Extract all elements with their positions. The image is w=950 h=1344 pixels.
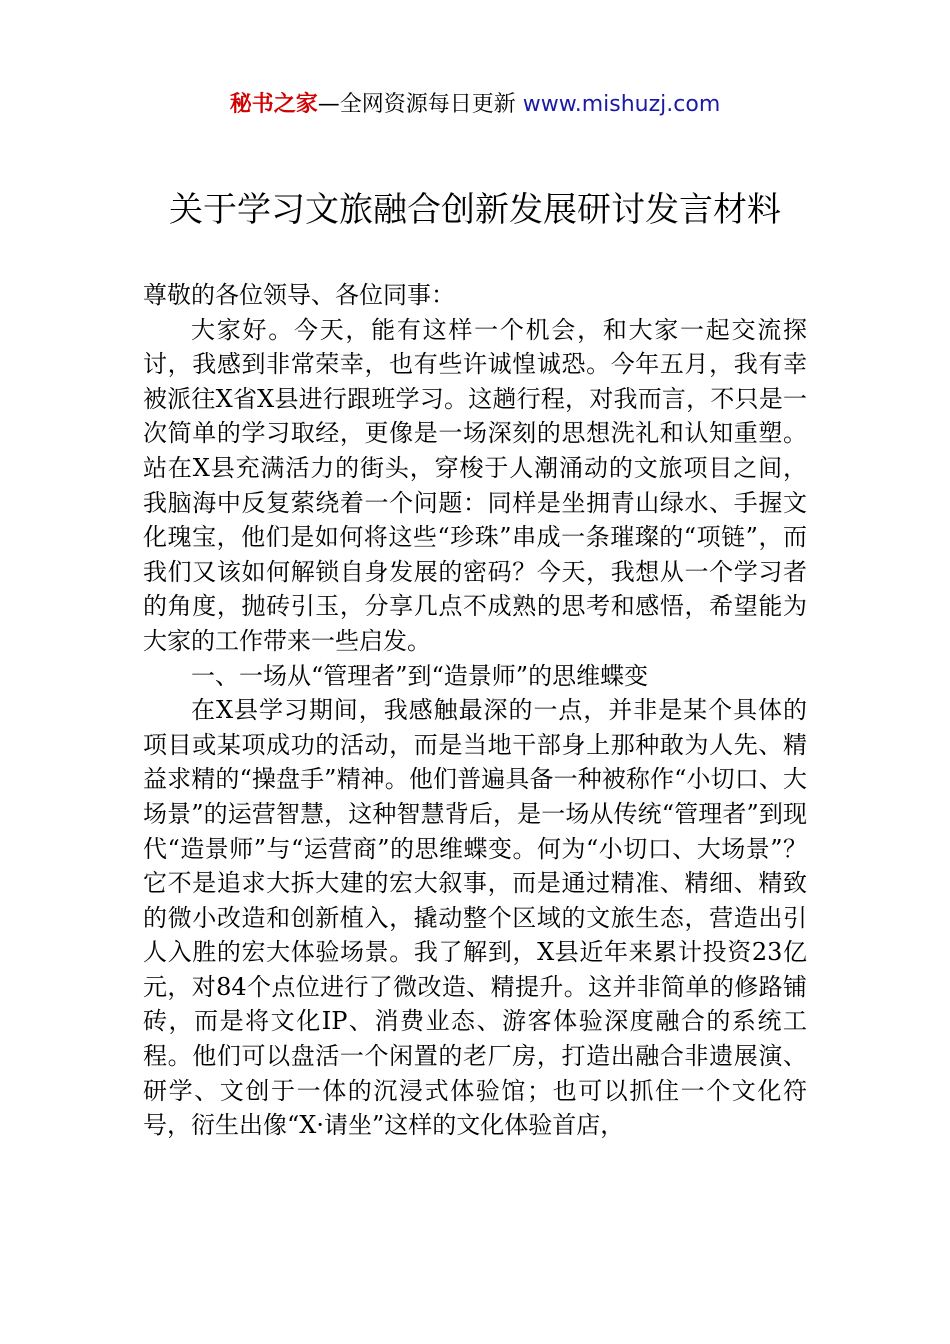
salutation: 尊敬的各位领导、各位同事：	[143, 281, 455, 309]
document-title: 关于学习文旅融合创新发展研讨发言材料	[169, 190, 781, 230]
site-brand: 秘书之家	[229, 92, 318, 117]
paragraph-intro: 大家好。今天，能有这样一个机会，和大家一起交流探讨，我感到非常荣幸，也有些许诚惶诚恐。今年五月，我有幸被派往X省X县进行跟班学习。这趟行程，对我而言，不只是一次简单的学习取经，更像是一场深刻的思想洗礼和认知重塑。站在X县充满活力的街头，穿梭于人潮涌动的文旅项目之间，我脑海中反复萦绕着一个问题：同样是坐拥青山绿水、手握文化瑰宝，他们是如何将这些“珍珠”串成一条璀璨的“项链”，而我们又该如何解锁自身发展的密码？今天，我想从一个学习者的角度，抛砖引玉，分享几点不成熟的思考和感悟，希望能为大家的工作带来一些启发。	[143, 315, 807, 655]
document-body	[143, 278, 807, 1143]
site-tagline: —全网资源每日更新	[317, 92, 523, 117]
section-heading: 一、一场从“管理者”到“造景师”的思维蝶变	[191, 661, 649, 690]
paragraph-section-one: 在X县学习期间，我感触最深的一点，并非是某个具体的项目或某项成功的活动，而是当地干部身上那种敢为人先、精益求精的“操盘手”精神。他们普遍具备一种被称作“小切口、大场景”的运营智慧，这种智慧背后，是一场从传统“管理者”到现代“造景师”与“运营商”的思维蝶变。何为“小切口、大场景”？它不是追求大拆大建的宏大叙事，而是通过精准、精细、精致的微小改造和创新植入，撬动整个区域的文旅生态，营造出引人入胜的宏大体验场景。我了解到，X县近年来累计投资23亿元，对84个点位进行了微改造、精提升。这并非简单的修路铺砖，而是将文化IP、消费业态、游客体验深度融合的系统工程。他们可以盘活一个闲置的老厂房，打造出融合非遗展演、研学、文创于一体的沉浸式体验馆；也可以抓住一个文化符号，衍生出像“X·请坐”这样的文化体验首店，	[143, 696, 807, 1140]
site-header	[0, 88, 950, 122]
site-url-link[interactable]: www.mishuzj.com	[522, 92, 721, 117]
